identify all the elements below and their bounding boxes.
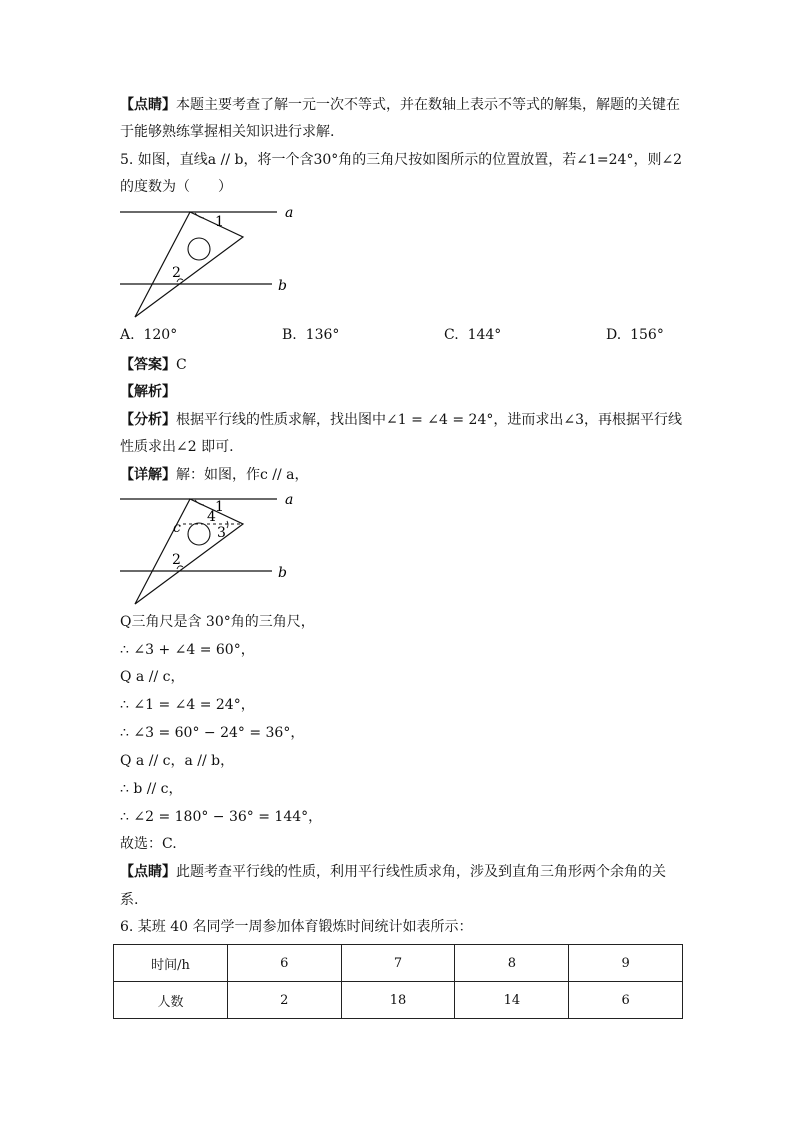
fig1-label-a: a [285,205,294,221]
q5-comment-line1: 【点睛】此题考查平行线的性质，利用平行线性质求角，涉及到直角三角形两个余角的关 [120,864,666,880]
fig1-label-2: 2 [172,265,181,281]
q5-fenxi-line1: 【分析】根据平行线的性质求解，找出图中∠1 = ∠4 = 24°，进而求出∠3，再根据平行线 [120,412,682,428]
ruler-hole [188,523,210,545]
fig2-label-4: 4 [207,509,216,525]
q5-answer: 【答案】C [120,357,187,373]
q5-option-c: C. 144° [444,327,502,343]
q5-step: Q a // c， [120,669,185,685]
q5-step: ∴ ∠3 + ∠4 = 60°， [120,642,255,658]
q5-step: Q三角尺是含 30°角的三角尺， [120,614,315,630]
q5-option-b: B. 136° [282,327,340,343]
q5-step: ∴ ∠1 = ∠4 = 24°， [120,697,255,713]
fig2-label-2: 2 [172,552,181,568]
q5-step: ∴ ∠3 = 60° − 24° = 36°， [120,725,305,741]
q5-comment-line2: 系. [120,892,139,908]
table-cell: 18 [341,982,455,1019]
fig2-label-1: 1 [215,499,224,515]
fig2-label-b: b [278,565,287,581]
q5-step: ∴ b // c， [120,781,183,797]
ruler-hole [188,238,210,260]
table-cell: 14 [455,982,569,1019]
q5-option-a: A. 120° [120,327,178,343]
table-cell: 6 [569,982,683,1019]
q5-analysis-tag: 【解析】 [120,384,176,400]
q6-table [113,944,683,1019]
fig1-label-b: b [278,278,287,294]
q6-stem: 6. 某班 40 名同学一周参加体育锻炼时间统计如表所示： [120,919,473,935]
table-cell: 2 [227,982,341,1019]
fig2-label-c: c [173,520,181,536]
q4-comment-line2: 于能够熟练掌握相关知识进行求解. [120,124,335,140]
table-cell: 6 [227,945,341,982]
fig2-label-3: 3 [217,525,226,541]
q5-step: ∴ ∠2 = 180° − 36° = 144°， [120,809,323,825]
table-row [114,982,683,1019]
q5-figure-2 [115,487,315,612]
q5-stem-line1: 5. 如图，直线a // b，将一个含30°角的三角尺按如图所示的位置放置，若∠1=24°，则∠2 [120,152,683,168]
table-cell: 9 [569,945,683,982]
table-cell: 8 [455,945,569,982]
q5-step: Q a // c，a // b， [120,753,235,769]
triangle-ruler [135,212,243,317]
fig2-label-a: a [285,492,294,508]
table-cell: 时间/h [114,945,228,982]
q4-comment-tag: 【点睛】 [120,97,176,113]
q5-detail-intro: 【详解】解：如图，作c // a， [120,467,309,483]
q5-step: 故选：C. [120,836,177,852]
triangle-ruler [135,499,243,604]
fig1-label-1: 1 [215,214,224,230]
q5-option-d: D. 156° [606,327,664,343]
q4-comment-line1: 【点睛】本题主要考查了解一元一次不等式，并在数轴上表示不等式的解集，解题的关键在 [120,97,680,113]
q5-fenxi-line2: 性质求出∠2 即可. [120,439,234,455]
q5-stem-line2: 的度数为（ ） [120,179,232,195]
table-cell: 人数 [114,982,228,1019]
table-cell: 7 [341,945,455,982]
table-row [114,945,683,982]
q5-figure-1 [115,200,315,325]
